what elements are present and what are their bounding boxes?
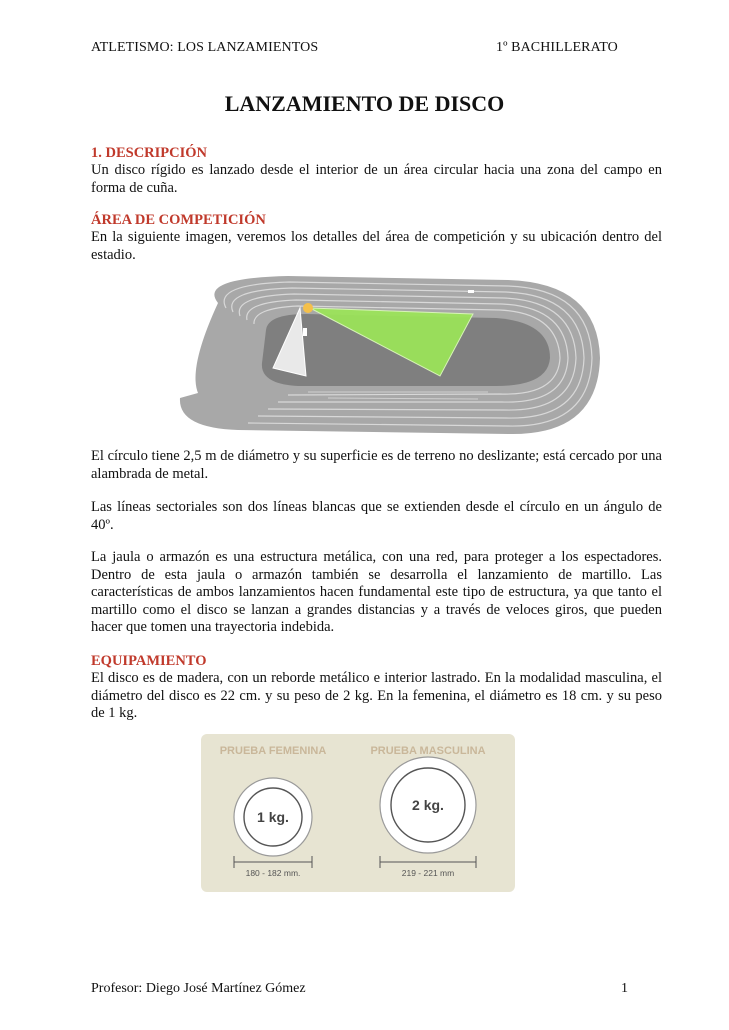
paragraph-jaula: La jaula o armazón es una estructura metálica, con una red, para proteger a los espectadores. Dentro de esta jaula o armazón también se desarrolla el lanzamiento de martillo. Las características de ambos lanzamientos hacen fundamental este tipo de estructura, ya que tanto el martillo como el disco se lanzan a grandes distancias y a través de veloces giros, que pueden hacer que tomen una trayectoria indebida.	[91, 549, 662, 635]
male-disc-title: PRUEBA MASCULINA	[370, 745, 486, 757]
page-number: 1	[621, 981, 628, 996]
footer-author: Profesor: Diego José Martínez Gómez	[91, 981, 306, 996]
header-right: 1º BACHILLERATO	[496, 40, 618, 55]
paragraph-lineas: Las líneas sectoriales son dos líneas blancas que se extienden desde el círculo en un ángulo de 40º.	[91, 499, 662, 533]
stadium-illustration	[178, 268, 603, 438]
section-heading-descripcion: 1. DESCRIPCIÓN	[91, 145, 208, 161]
male-disc-weight: 2 kg.	[412, 797, 444, 813]
paragraph-circulo: El círculo tiene 2,5 m de diámetro y su superficie es de terreno no deslizante; está cercado por una alambrada de metal.	[91, 448, 662, 482]
female-disc-title: PRUEBA FEMENINA	[219, 745, 327, 757]
header-left: ATLETISMO: LOS LANZAMIENTOS	[91, 40, 319, 55]
male-disc-dimension: 219 - 221 mm	[401, 868, 455, 878]
paragraph-equipamiento: El disco es de madera, con un reborde metálico e interior lastrado. En la modalidad masculina, el diámetro del disco es 22 cm. y su peso de 2 kg. En la femenina, el diámetro es 18 cm. y su peso de 1 kg.	[91, 670, 662, 721]
paragraph-descripcion: Un disco rígido es lanzado desde el interior de un área circular hacia una zona del campo en forma de cuña.	[91, 162, 662, 196]
disc-comparison-figure	[201, 734, 515, 892]
section-heading-area: ÁREA DE COMPETICIÓN	[91, 212, 266, 228]
paragraph-area: En la siguiente imagen, veremos los detalles del área de competición y su ubicación dentro del estadio.	[91, 229, 662, 263]
female-disc-weight: 1 kg.	[257, 809, 289, 825]
female-disc-dimension: 180 - 182 mm.	[245, 868, 301, 878]
section-heading-equipamiento: EQUIPAMIENTO	[91, 653, 207, 669]
page-title: LANZAMIENTO DE DISCO	[224, 91, 505, 116]
